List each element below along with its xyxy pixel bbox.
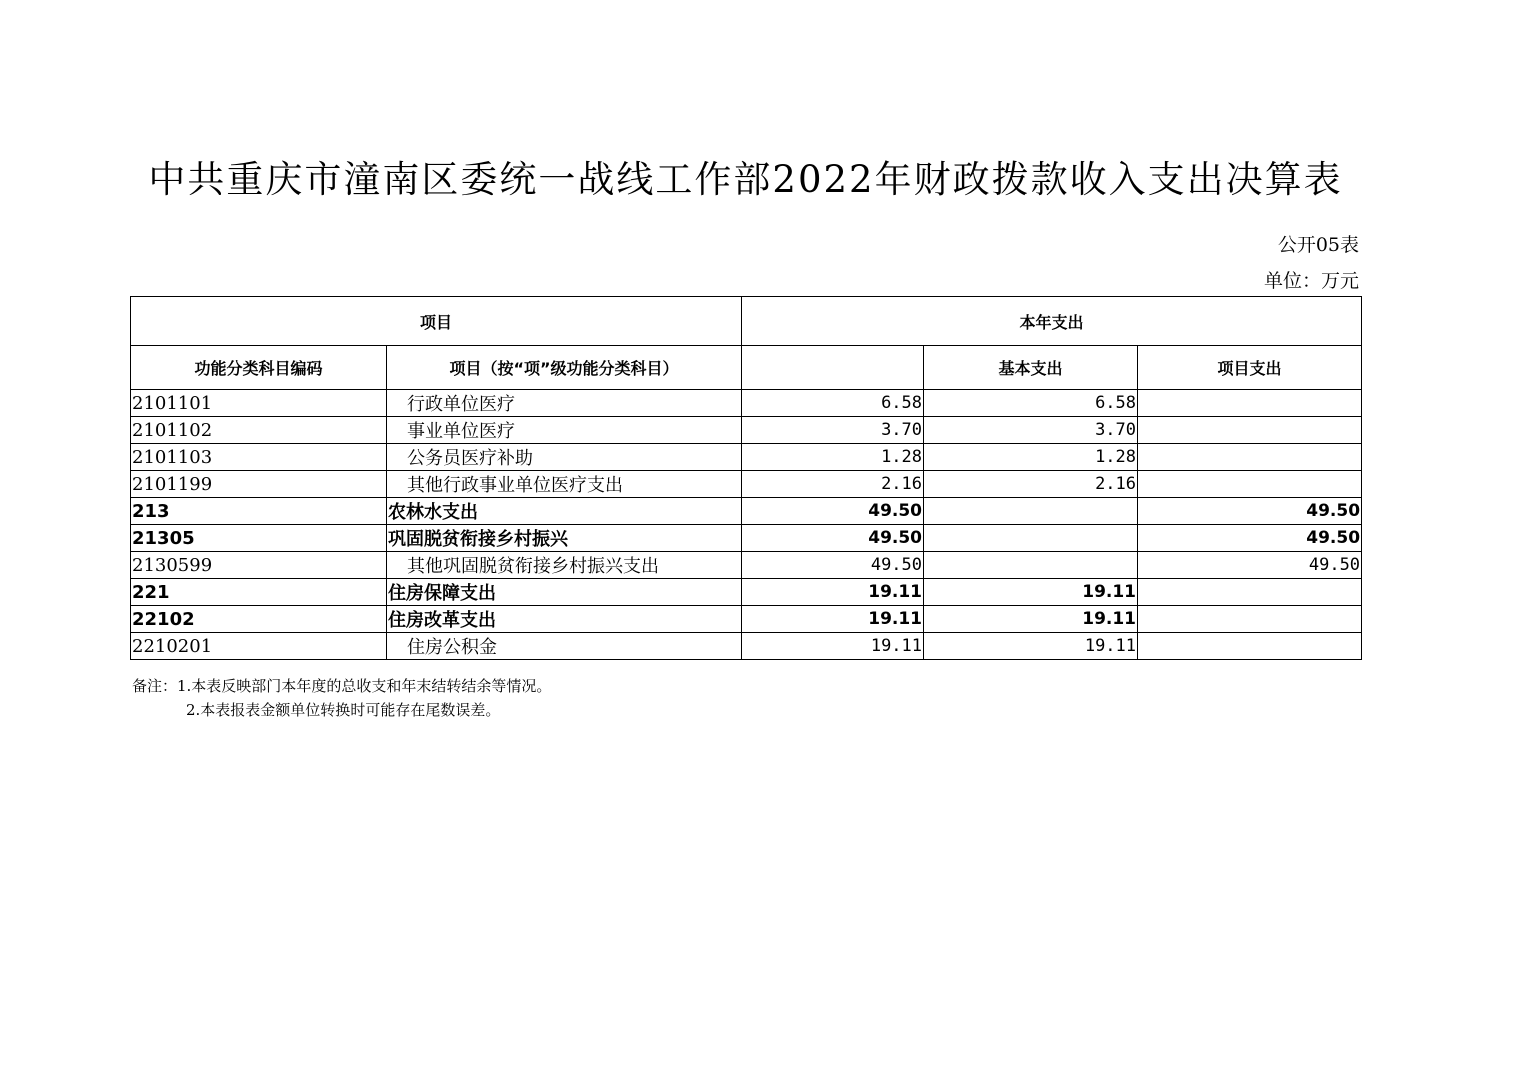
cell-code: 2130599 bbox=[131, 552, 387, 579]
cell-code: 2101199 bbox=[131, 471, 387, 498]
cell-name: 行政单位医疗 bbox=[387, 390, 742, 417]
table-row bbox=[131, 390, 1362, 417]
cell-name: 其他巩固脱贫衔接乡村振兴支出 bbox=[387, 552, 742, 579]
header-total bbox=[742, 346, 924, 390]
cell-name: 事业单位医疗 bbox=[387, 417, 742, 444]
cell-total: 19.11 bbox=[742, 633, 924, 660]
cell-name: 住房保障支出 bbox=[387, 579, 742, 606]
table-row bbox=[131, 606, 1362, 633]
cell-code: 2210201 bbox=[131, 633, 387, 660]
cell-code: 2101102 bbox=[131, 417, 387, 444]
cell-basic: 19.11 bbox=[924, 579, 1138, 606]
cell-project bbox=[1138, 606, 1362, 633]
cell-total: 2.16 bbox=[742, 471, 924, 498]
cell-basic bbox=[924, 552, 1138, 579]
cell-total: 19.11 bbox=[742, 606, 924, 633]
cell-name: 住房改革支出 bbox=[387, 606, 742, 633]
table-row bbox=[131, 552, 1362, 579]
cell-name: 住房公积金 bbox=[387, 633, 742, 660]
cell-code: 22102 bbox=[131, 606, 387, 633]
table-row bbox=[131, 498, 1362, 525]
cell-project: 49.50 bbox=[1138, 552, 1362, 579]
table-row bbox=[131, 579, 1362, 606]
form-number: 公开05表 bbox=[1277, 234, 1359, 256]
report-title: 中共重庆市潼南区委统一战线工作部2022年财政拨款收入支出决算表 bbox=[148, 158, 1343, 201]
cell-basic bbox=[924, 525, 1138, 552]
cell-project bbox=[1138, 390, 1362, 417]
header-current-year-expense: 本年支出 bbox=[742, 297, 1362, 346]
cell-name: 其他行政事业单位医疗支出 bbox=[387, 471, 742, 498]
table-row bbox=[131, 633, 1362, 660]
cell-code: 2101101 bbox=[131, 390, 387, 417]
cell-total: 3.70 bbox=[742, 417, 924, 444]
header-row-2 bbox=[131, 346, 1362, 390]
cell-basic bbox=[924, 498, 1138, 525]
table-row bbox=[131, 471, 1362, 498]
cell-basic: 6.58 bbox=[924, 390, 1138, 417]
cell-total: 1.28 bbox=[742, 444, 924, 471]
cell-basic: 1.28 bbox=[924, 444, 1138, 471]
cell-total: 49.50 bbox=[742, 552, 924, 579]
table-row bbox=[131, 525, 1362, 552]
note-line-1: 备注：1.本表反映部门本年度的总收支和年末结转结余等情况。 bbox=[132, 677, 552, 695]
cell-code: 2101103 bbox=[131, 444, 387, 471]
cell-name: 巩固脱贫衔接乡村振兴 bbox=[387, 525, 742, 552]
cell-project bbox=[1138, 633, 1362, 660]
cell-total: 49.50 bbox=[742, 525, 924, 552]
table-row bbox=[131, 444, 1362, 471]
cell-code: 213 bbox=[131, 498, 387, 525]
header-row-1 bbox=[131, 297, 1362, 346]
cell-project bbox=[1138, 579, 1362, 606]
header-project: 项目支出 bbox=[1138, 346, 1362, 390]
cell-code: 221 bbox=[131, 579, 387, 606]
cell-code: 21305 bbox=[131, 525, 387, 552]
cell-project: 49.50 bbox=[1138, 498, 1362, 525]
unit-label: 单位：万元 bbox=[1263, 270, 1359, 292]
cell-total: 6.58 bbox=[742, 390, 924, 417]
header-name: 项目（按“项”级功能分类科目） bbox=[387, 346, 742, 390]
table-row bbox=[131, 417, 1362, 444]
header-item: 项目 bbox=[131, 297, 742, 346]
cell-basic: 2.16 bbox=[924, 471, 1138, 498]
cell-basic: 19.11 bbox=[924, 633, 1138, 660]
cell-total: 49.50 bbox=[742, 498, 924, 525]
cell-project bbox=[1138, 444, 1362, 471]
note-line-2: 2.本表报表金额单位转换时可能存在尾数误差。 bbox=[186, 701, 501, 719]
cell-project: 49.50 bbox=[1138, 525, 1362, 552]
cell-name: 公务员医疗补助 bbox=[387, 444, 742, 471]
expense-table bbox=[130, 296, 1362, 660]
header-basic: 基本支出 bbox=[924, 346, 1138, 390]
cell-basic: 3.70 bbox=[924, 417, 1138, 444]
header-code: 功能分类科目编码 bbox=[131, 346, 387, 390]
cell-total: 19.11 bbox=[742, 579, 924, 606]
cell-project bbox=[1138, 417, 1362, 444]
cell-name: 农林水支出 bbox=[387, 498, 742, 525]
cell-project bbox=[1138, 471, 1362, 498]
cell-basic: 19.11 bbox=[924, 606, 1138, 633]
notes bbox=[132, 674, 551, 722]
